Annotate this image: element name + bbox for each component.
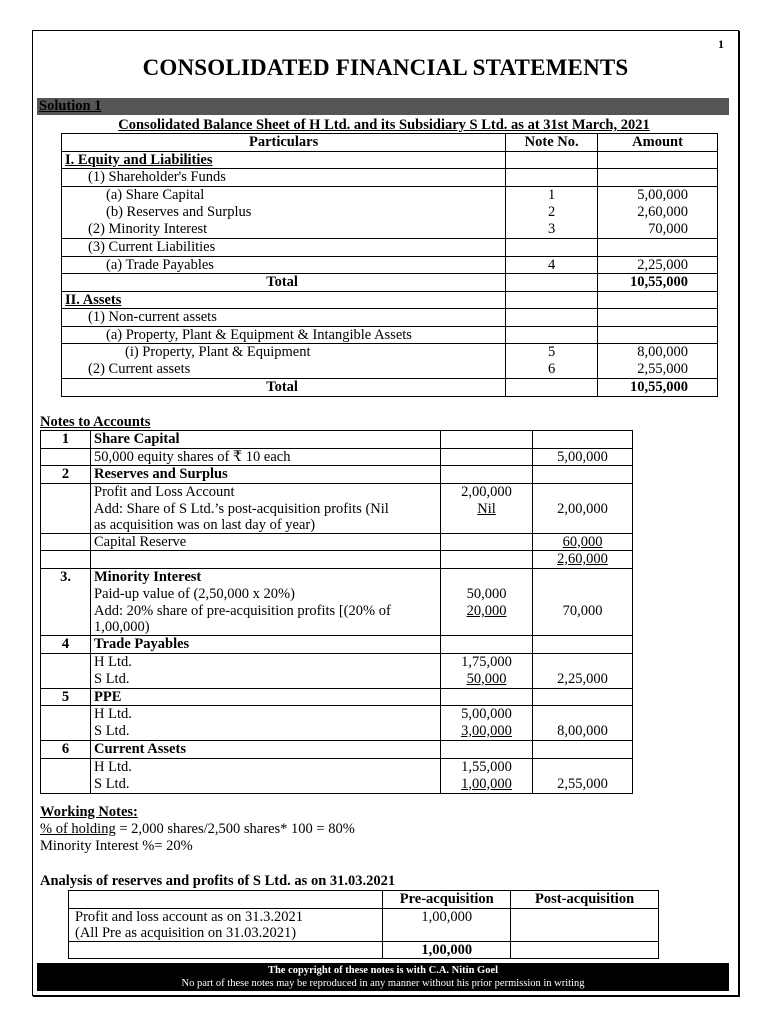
row-label: S Ltd. (91, 723, 441, 741)
row-label: H Ltd. (91, 706, 441, 724)
row-label: (a) Share Capital (62, 186, 506, 204)
row-label: (i) Property, Plant & Equipment (62, 344, 506, 362)
amount-cell (441, 723, 533, 741)
total-amount (533, 551, 633, 569)
row-label: Profit and Loss Account (91, 483, 441, 501)
amount-cell: 70,000 (598, 221, 718, 239)
table-row (62, 221, 718, 239)
copyright-footer (37, 963, 729, 991)
total-amount: 10,55,000 (598, 379, 718, 397)
note-cell (506, 239, 598, 257)
amount-cell (533, 533, 633, 551)
note-cell: 6 (506, 361, 598, 379)
post-acquisition-value (511, 908, 659, 941)
note-cell (441, 533, 533, 551)
note-cell (506, 169, 598, 187)
header-particulars: Particulars (62, 134, 506, 152)
amount-cell: 5,00,000 (441, 706, 533, 724)
amount-cell (441, 671, 533, 689)
table-row (41, 448, 633, 466)
total-row (69, 941, 659, 959)
amount-cell: 50,000 (441, 586, 533, 604)
row-label-line: 1,00,000) (94, 619, 150, 635)
note-cell (41, 533, 91, 551)
note-cell (533, 483, 633, 501)
note-cell (441, 448, 533, 466)
note-title: Reserves and Surplus (91, 466, 441, 484)
working-notes-heading: Working Notes: (40, 804, 138, 820)
note-number: 2 (41, 466, 91, 484)
table-row (41, 653, 633, 671)
balance-sheet-table (61, 133, 718, 397)
amount-cell (441, 603, 533, 636)
note-cell (41, 706, 91, 724)
header-blank (69, 891, 383, 909)
note-number: 6 (41, 741, 91, 759)
row-label-line: (All Pre as acquisition on 31.03.2021) (75, 924, 297, 941)
note-cell: 3 (506, 221, 598, 239)
post-acquisition-total (511, 941, 659, 959)
minority-line: Minority Interest %= 20% (40, 838, 193, 854)
note-cell (506, 274, 598, 292)
table-row (41, 706, 633, 724)
note-cell: 1 (506, 186, 598, 204)
row-label: H Ltd. (91, 758, 441, 776)
note-cell (441, 741, 533, 759)
row-label-line: Profit and loss account as on 31.3.2021 (75, 908, 303, 925)
note-cell (441, 636, 533, 654)
row-label: S Ltd. (91, 776, 441, 794)
note-cell (506, 379, 598, 397)
table-row (69, 908, 659, 941)
amount-cell (598, 291, 718, 309)
note-cell (506, 291, 598, 309)
table-row (62, 326, 718, 344)
note-number: 1 (41, 431, 91, 449)
table-row (62, 169, 718, 187)
table-row (41, 483, 633, 501)
amount-value: 3,00,000 (461, 723, 512, 739)
balance-sheet-heading: Consolidated Balance Sheet of H Ltd. and its Subsidiary S Ltd. as at 31st March, 2021 (118, 117, 650, 133)
amount-cell (598, 151, 718, 169)
note-title: Minority Interest (91, 568, 441, 586)
amount-cell (598, 239, 718, 257)
note-title: Share Capital (91, 431, 441, 449)
note-cell (69, 941, 383, 959)
note-title-row (41, 466, 633, 484)
note-cell (533, 586, 633, 604)
balance-sheet-header-row (62, 134, 718, 152)
table-row (62, 151, 718, 169)
note-cell (441, 551, 533, 569)
amount-value: 60,000 (562, 533, 603, 550)
total-label: Total (62, 379, 506, 397)
note-cell (506, 151, 598, 169)
table-row (62, 256, 718, 274)
page-title: CONSOLIDATED FINANCIAL STATEMENTS (142, 55, 629, 80)
row-label (69, 908, 383, 941)
note-cell: 4 (506, 256, 598, 274)
table-row (41, 603, 633, 636)
total-row (62, 379, 718, 397)
analysis-table (68, 890, 659, 959)
note-cell: 5 (506, 344, 598, 362)
note-cell (41, 758, 91, 776)
note-cell (506, 326, 598, 344)
note-cell (533, 741, 633, 759)
row-label (91, 603, 441, 636)
note-cell (41, 501, 91, 534)
note-cell (533, 636, 633, 654)
row-label: (b) Reserves and Surplus (62, 204, 506, 222)
row-label: (a) Property, Plant & Equipment & Intangible Assets (62, 326, 506, 344)
note-title: PPE (91, 688, 441, 706)
total-amount: 10,55,000 (598, 274, 718, 292)
analysis-heading: Analysis of reserves and profits of S Ltd. as on 31.03.2021 (40, 873, 396, 889)
amount-cell: 70,000 (533, 603, 633, 636)
amount-cell: 2,00,000 (441, 483, 533, 501)
note-cell (41, 586, 91, 604)
header-post-acquisition: Post-acquisition (511, 891, 659, 909)
total-row (62, 274, 718, 292)
note-cell (41, 653, 91, 671)
pre-acquisition-total: 1,00,000 (383, 941, 511, 959)
page-number: 1 (718, 37, 724, 51)
amount-cell: 2,55,000 (533, 776, 633, 794)
working-notes (40, 804, 355, 855)
amount-cell: 2,25,000 (598, 256, 718, 274)
amount-cell: 8,00,000 (598, 344, 718, 362)
amount-cell (441, 776, 533, 794)
pre-acquisition-value: 1,00,000 (383, 908, 511, 941)
row-label: S Ltd. (91, 671, 441, 689)
table-row (62, 309, 718, 327)
table-row (62, 361, 718, 379)
row-label: (a) Trade Payables (62, 256, 506, 274)
note-cell (41, 483, 91, 501)
row-label: 50,000 equity shares of ₹ 10 each (91, 448, 441, 466)
amount-value: 20,000 (466, 603, 507, 619)
note-title: Current Assets (91, 741, 441, 759)
amount-cell (598, 326, 718, 344)
row-label: Capital Reserve (91, 533, 441, 551)
table-row (62, 291, 718, 309)
note-cell (506, 309, 598, 327)
section-assets: II. Assets (62, 291, 506, 309)
note-cell (533, 688, 633, 706)
note-cell (441, 466, 533, 484)
table-row (41, 723, 633, 741)
row-label: (3) Current Liabilities (62, 239, 506, 257)
table-row (62, 186, 718, 204)
note-cell (441, 568, 533, 586)
notes-heading: Notes to Accounts (40, 414, 151, 430)
note-title-row (41, 688, 633, 706)
amount-cell: 2,55,000 (598, 361, 718, 379)
table-row (41, 586, 633, 604)
solution-bar (37, 98, 729, 115)
total-label: Total (62, 274, 506, 292)
amount-cell: 8,00,000 (533, 723, 633, 741)
header-note-no: Note No. (506, 134, 598, 152)
row-label-line: Add: Share of S Ltd.’s post-acquisition profits (Nil (94, 500, 389, 517)
row-label: (2) Current assets (62, 361, 506, 379)
table-row (62, 239, 718, 257)
table-row (41, 671, 633, 689)
holding-line (40, 821, 355, 838)
table-row (41, 758, 633, 776)
note-title-row (41, 431, 633, 449)
row-label: Paid-up value of (2,50,000 x 20%) (91, 586, 441, 604)
note-cell (533, 706, 633, 724)
note-title-row (41, 568, 633, 586)
row-label: (1) Shareholder's Funds (62, 169, 506, 187)
note-cell (533, 431, 633, 449)
note-cell (41, 723, 91, 741)
note-cell (41, 551, 91, 569)
note-cell (41, 776, 91, 794)
note-cell (41, 603, 91, 636)
note-number: 4 (41, 636, 91, 654)
amount-value: 1,00,000 (461, 775, 512, 792)
note-cell (441, 688, 533, 706)
amount-cell: 2,00,000 (533, 501, 633, 534)
note-cell (533, 653, 633, 671)
copyright-notice: No part of these notes may be reproduced in any manner without his prior permission in writing (181, 978, 585, 989)
note-cell (91, 551, 441, 569)
row-label: H Ltd. (91, 653, 441, 671)
note-cell (533, 568, 633, 586)
amount-cell: 1,55,000 (441, 758, 533, 776)
table-row (41, 533, 633, 551)
analysis-header-row (69, 891, 659, 909)
note-number: 5 (41, 688, 91, 706)
amount-value: 50,000 (466, 670, 507, 687)
holding-label: % of holding (40, 821, 116, 837)
row-label: (1) Non-current assets (62, 309, 506, 327)
copyright-line: The copyright of these notes is with C.A. Nitin Goel (267, 965, 499, 976)
note-title-row (41, 741, 633, 759)
amount-value: 2,60,000 (557, 551, 608, 567)
notes-table (40, 430, 633, 794)
solution-label: Solution 1 (39, 98, 102, 114)
row-label: (2) Minority Interest (62, 221, 506, 239)
note-cell (41, 671, 91, 689)
row-label (91, 501, 441, 534)
row-label-line: Add: 20% share of pre-acquisition profits [(20% of (94, 603, 391, 619)
amount-cell (598, 309, 718, 327)
header-pre-acquisition: Pre-acquisition (383, 891, 511, 909)
amount-cell (598, 169, 718, 187)
amount-cell: 1,75,000 (441, 653, 533, 671)
section-equity-liabilities: I. Equity and Liabilities (62, 151, 506, 169)
note-cell (41, 448, 91, 466)
amount-cell: 5,00,000 (598, 186, 718, 204)
amount-cell: 2,25,000 (533, 671, 633, 689)
amount-cell: 5,00,000 (533, 448, 633, 466)
total-row (41, 551, 633, 569)
note-title: Trade Payables (91, 636, 441, 654)
amount-cell (441, 501, 533, 534)
header-amount: Amount (598, 134, 718, 152)
note-cell (441, 431, 533, 449)
note-number: 3. (41, 568, 91, 586)
note-cell (533, 758, 633, 776)
table-row (41, 501, 633, 534)
table-row (41, 776, 633, 794)
note-title-row (41, 636, 633, 654)
row-label-line: as acquisition was on last day of year) (94, 516, 316, 533)
amount-cell: 2,60,000 (598, 204, 718, 222)
note-cell: 2 (506, 204, 598, 222)
note-cell (533, 466, 633, 484)
amount-value: Nil (477, 500, 496, 517)
table-row (62, 344, 718, 362)
holding-value: = 2,000 shares/2,500 shares* 100 = 80% (115, 821, 355, 837)
table-row (62, 204, 718, 222)
